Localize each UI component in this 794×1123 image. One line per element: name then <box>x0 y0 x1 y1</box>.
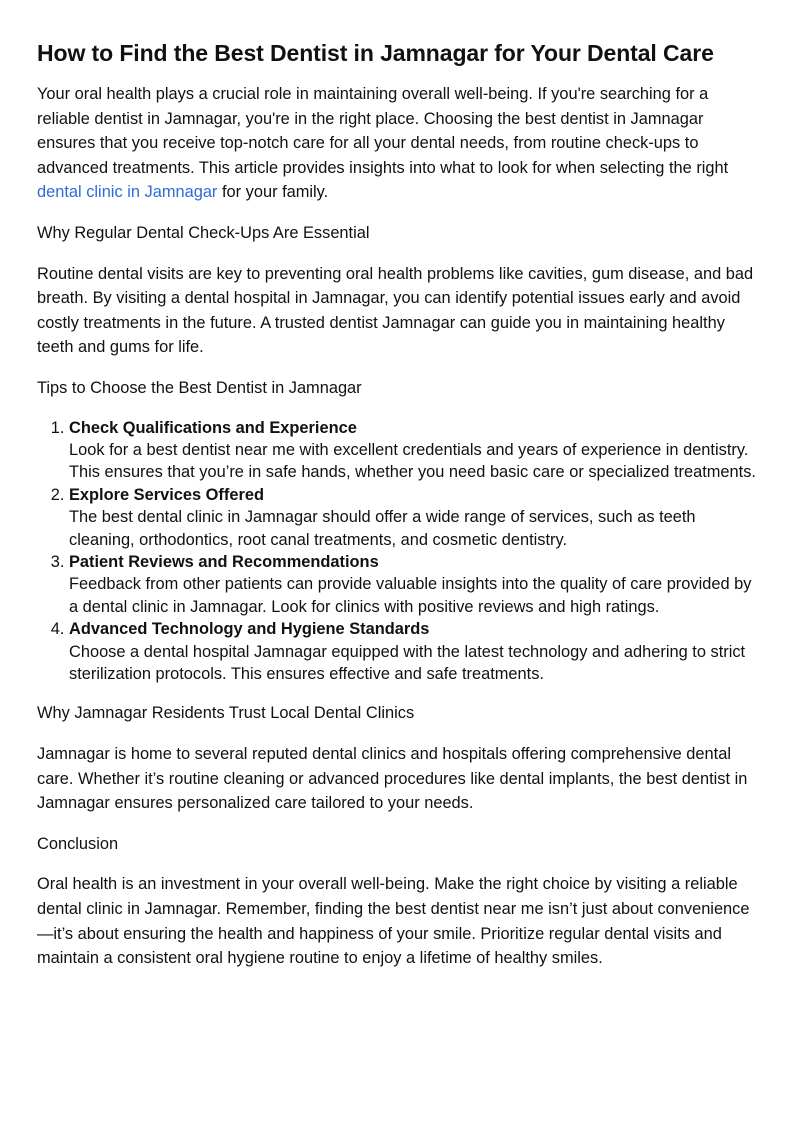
intro-text-after-link: for your family. <box>217 183 329 202</box>
tip-text: Look for a best dentist near me with excellent credentials and years of experience in dentistry. This ensures that you’re in safe hands, whether you need basic care or specialized treatments. <box>69 440 756 482</box>
section-heading-checkups: Why Regular Dental Check-Ups Are Essential <box>37 223 370 242</box>
dental-clinic-link[interactable]: dental clinic in Jamnagar <box>37 183 218 202</box>
section-body-checkups: Routine dental visits are key to preventing oral health problems like cavities, gum disease, and bad breath. By visiting a dental hospital in Jamnagar, you can identify potential issues early and avoid costly treatments in the future. A trusted dentist Jamnagar can guide you in maintaining healthy teeth and gums for life. <box>37 264 754 357</box>
tip-title: 4. Advanced Technology and Hygiene Standards <box>69 620 430 639</box>
section-body-conclusion: Oral health is an investment in your overall well-being. Make the right choice by visiting a reliable dental clinic in Jamnagar. Remember, finding the best dentist near me isn’t just about convenience—it’s about ensuring the health and happiness of your smile. Prioritize regular dental visits and maintain a consistent oral hygiene routine to enjoy a lifetime of healthy smiles. <box>37 875 750 968</box>
tip-title: 2. Explore Services Offered <box>69 485 264 504</box>
tips-list <box>37 417 757 686</box>
tip-text: Choose a dental hospital Jamnagar equipped with the latest technology and adhering to strict sterilization protocols. This ensures effective and safe treatments. <box>69 642 746 683</box>
tip-text: Feedback from other patients can provide valuable insights into the quality of care provided by a dental clinic in Jamnagar. Look for clinics with positive reviews and high ratings. <box>69 575 752 616</box>
tip-text: The best dental clinic in Jamnagar should offer a wide range of services, such as teeth cleaning, orthodontics, root canal treatments, and cosmetic dentistry. <box>69 508 696 549</box>
list-item <box>69 551 757 618</box>
intro-paragraph <box>37 82 757 205</box>
list-item <box>69 417 757 484</box>
section-heading-conclusion: Conclusion <box>37 834 119 853</box>
list-item <box>69 484 757 551</box>
section-heading-trust: Why Jamnagar Residents Trust Local Dental Clinics <box>37 704 415 723</box>
list-item <box>69 618 757 685</box>
article-title: How to Find the Best Dentist in Jamnagar for Your Dental Care <box>37 40 714 66</box>
intro-text-before-link: Your oral health plays a crucial role in maintaining overall well-being. If you're searching for a reliable dentist in Jamnagar, you're in the right place. Choosing the best dentist in Jamnagar ensures that you receive top-notch care for all your dental needs, from routine check-ups to advanced treatments. This article provides insights into what to look for when selecting the right <box>37 85 729 177</box>
section-body-trust: Jamnagar is home to several reputed dental clinics and hospitals offering comprehensive dental care. Whether it’s routine cleaning or advanced procedures like dental implants, the best dentist in Jamnagar ensures personalized care tailored to your needs. <box>37 745 748 813</box>
section-heading-tips: Tips to Choose the Best Dentist in Jamnagar <box>37 378 362 397</box>
tip-title: 3. Patient Reviews and Recommendations <box>69 552 379 571</box>
article <box>37 38 757 987</box>
tip-title: 1. Check Qualifications and Experience <box>69 418 357 437</box>
